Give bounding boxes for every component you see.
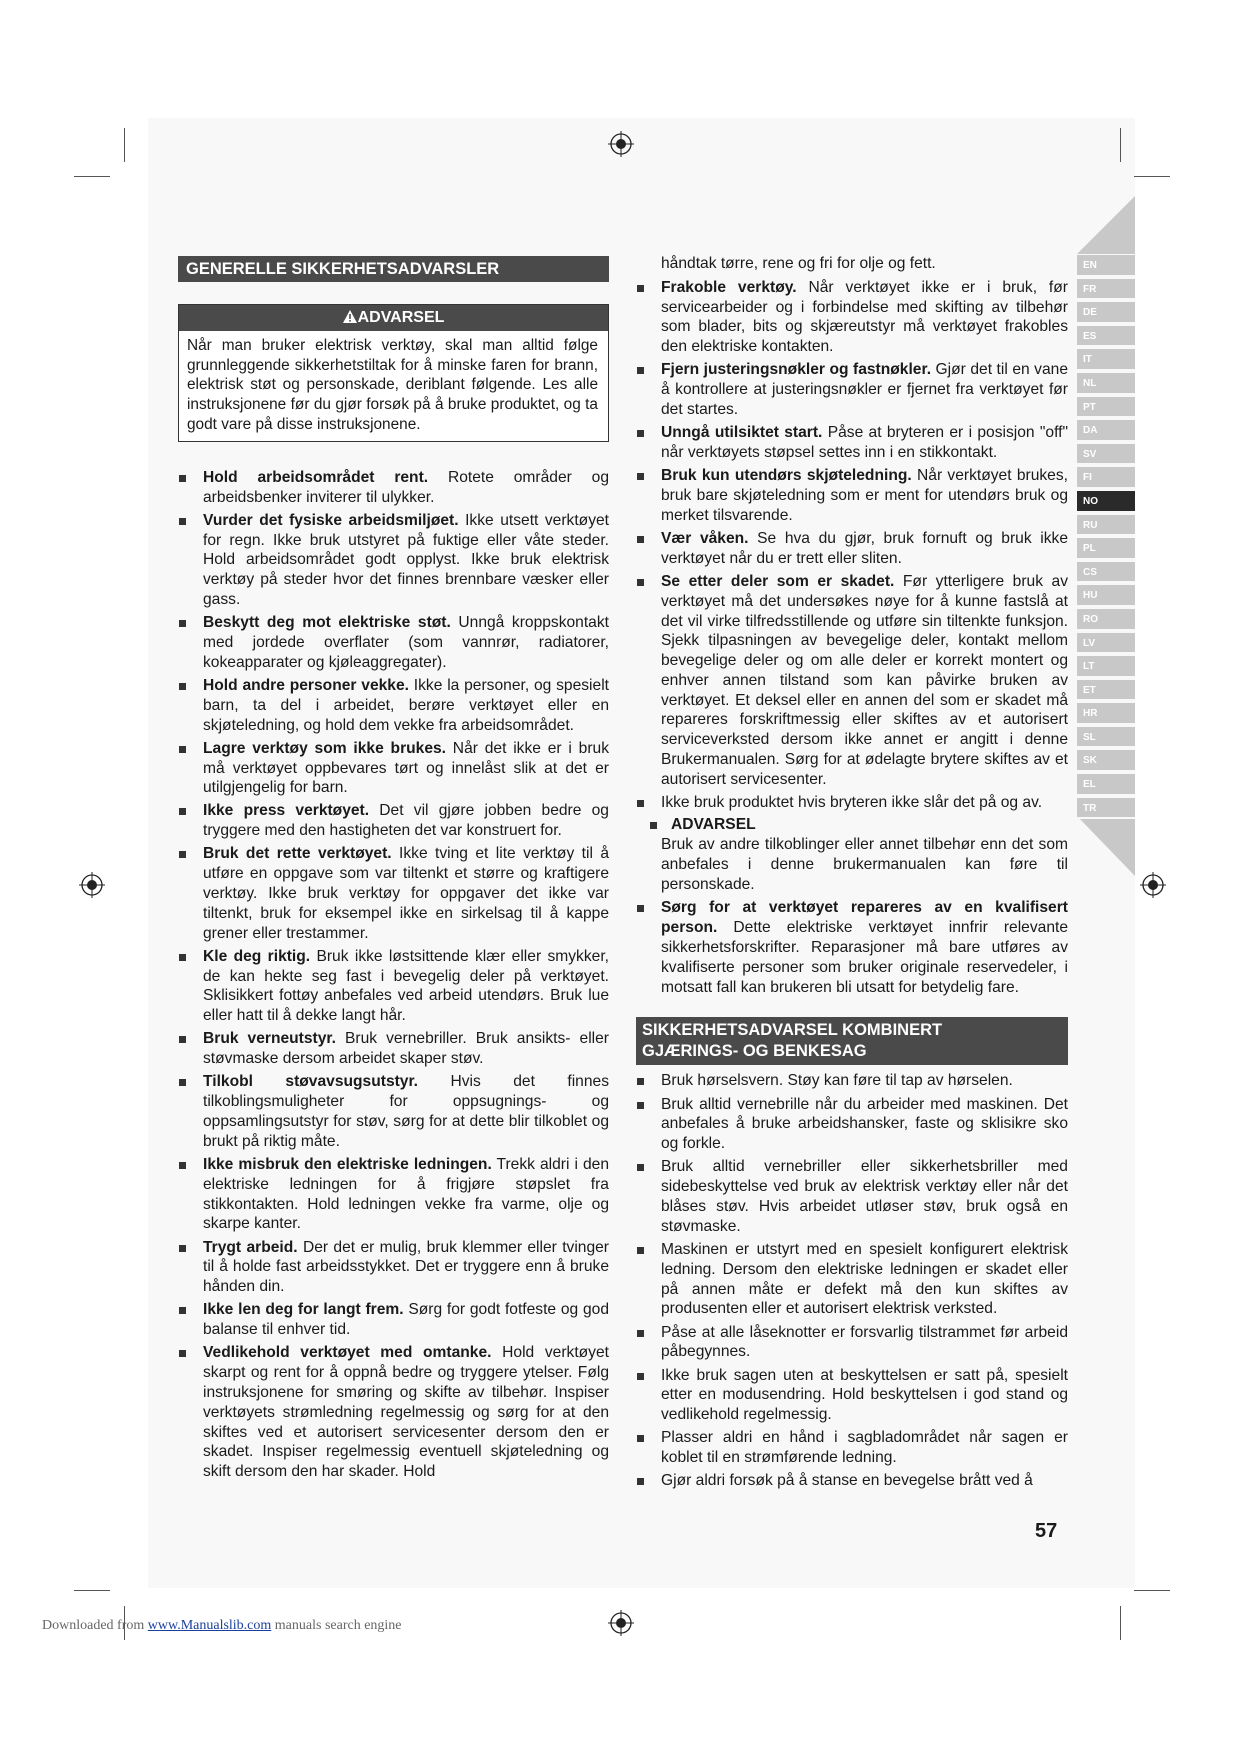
item-text: Hold verktøyet skarpt og rent for å oppnå bedre og tryggere ytelser. Følg instruksjonene for smøring og skifte av tilbehør. Inspiser verktøyets strømledning regelmessig og sørg for at den skiftes ved et autorisert servicesenter dersom den er skadet. Inspiser regelmessig eventuell skjøteledning og skift dersom den har skader. Hold <box>203 1344 609 1481</box>
list-item <box>636 793 1068 813</box>
language-tab-fr: FR <box>1077 279 1135 301</box>
item-text: Når verktøyet ikke er i bruk, før servicearbeider og i forbindelse med skifting av tilbehør som blader, bits og skjæreutstyr må verktøyet frakobles den elektriske kontakten. <box>661 278 1068 356</box>
language-tab-sl: SL <box>1077 727 1135 749</box>
language-tab-et: ET <box>1077 680 1135 702</box>
section-title: GENERELLE SIKKERHETSADVARSLER <box>178 256 609 282</box>
item-text: Ikke tving et lite verktøy til å utføre en oppgave som var tiltenkt et større og kraftigere verktøy. Ikke bruk verktøy for oppgaver det ikke var tiltenkt, bruk for eksempel ikke en sirkelsag til å kappe grener eller trestammer. <box>203 845 610 942</box>
item-text: Gjør det til en vane å kontrollere at justeringsnøkler er fjernet fra verktøyet før det startes. <box>661 361 1068 418</box>
advarsel-text: Bruk av andre tilkoblinger eller annet tilbehør enn det som anbefales i denne brukermanualen kan føre til personskade. <box>661 836 1068 893</box>
item-heading: Frakoble verktøy. <box>661 278 797 296</box>
language-tabs <box>1077 255 1135 821</box>
item-text: Når det ikke er i bruk må verktøyet oppbevares tørt og innelåst slik at det er utilgjengelig for barn. <box>203 739 609 797</box>
item-text: Bruk ikke løstsittende klær eller smykker, de kan hekte seg fast i bevegelig deler på verktøyet. Sklisikkert fottøy anbefales ved arbeid utendørs. Bruk lue eller hatt til å dekke langt hår. <box>203 947 609 1025</box>
saw-safety-list <box>636 1071 1068 1491</box>
language-tab-hu: HU <box>1077 585 1135 607</box>
list-item <box>178 613 609 672</box>
section-title-line: SIKKERHETSADVARSEL KOMBINERT <box>642 1021 943 1040</box>
item-text: Sørg for godt fotfeste og god balanse til enhver tid. <box>203 1301 609 1339</box>
list-item: Påse at alle låseknotter er forsvarlig tilstrammet før arbeid påbegynnes. <box>636 1323 1068 1363</box>
item-heading: Vedlikehold verktøyet med omtanke. <box>203 1344 492 1362</box>
list-item: Maskinen er utstyrt med en spesielt konfigurert elektrisk ledning. Dersom den elektriske ledningen er skadet eller på annen måte er defekt må den kun skiftes av produsenten eller et autorisert elektrisk verksted. <box>636 1240 1068 1319</box>
item-text: Rotete områder og arbeidsbenker inviterer til ulykker. <box>203 468 610 506</box>
list-item: Plasser aldri en hånd i sagbladområdet når sagen er koblet til en strømførende ledning. <box>636 1428 1068 1468</box>
list-item <box>636 423 1068 463</box>
list-item: Bruk hørselsvern. Støy kan føre til tap av hørselen. <box>636 1071 1068 1091</box>
right-column <box>636 254 1068 1494</box>
language-tab-lt: LT <box>1077 656 1135 678</box>
list-item <box>178 1343 609 1482</box>
language-tab-hr: HR <box>1077 703 1135 725</box>
list-item <box>636 572 1068 790</box>
list-item: Bruk alltid vernebrille når du arbeider med maskinen. Det anbefales å bruke arbeidshansker, faste og sklisikre sko og forkle. <box>636 1095 1068 1154</box>
item-text: Se hva du gjør, bruk fornuft og bruk ikke verktøyet når du er trett eller sliten. <box>661 529 1068 567</box>
crop-mark <box>74 176 110 177</box>
registration-mark-icon <box>1140 872 1166 898</box>
safety-list <box>636 278 1068 813</box>
footer-suffix: manuals search engine <box>271 1618 402 1633</box>
item-heading: Vurder det fysiske arbeidsmiljøet. <box>203 511 459 529</box>
list-item: Gjør aldri forsøk på å stanse en bevegelse brått ved å <box>636 1471 1068 1491</box>
language-tab-no: NO <box>1077 491 1135 513</box>
warning-text: Når man bruker elektrisk verktøy, skal man alltid følge grunnleggende sikkerhetstiltak for å minske faren for brann, elektrisk støt og personskade, deriblant følgende. Les alle instruksjonene før du gjør forsøk på å bruke produktet, og ta godt vare på disse instruksjonene. <box>187 336 598 433</box>
item-heading: Se etter deler som er skadet. <box>661 572 895 590</box>
registration-mark-icon <box>608 1610 634 1636</box>
list-item <box>178 1029 609 1069</box>
section-title-line: GJÆRINGS- OG BENKESAG <box>642 1042 867 1061</box>
list-item <box>178 1300 609 1340</box>
advarsel-heading <box>636 815 1068 835</box>
language-tab-cs: CS <box>1077 562 1135 584</box>
warning-title-text: ADVARSEL <box>357 309 445 326</box>
item-heading: Kle deg riktig. <box>203 947 311 965</box>
registration-mark-icon <box>608 131 634 157</box>
language-tab-lv: LV <box>1077 633 1135 655</box>
item-text: Påse at bryteren er i posisjon "off" når verktøyets støpsel settes inn i en stikkontakt. <box>661 424 1068 461</box>
footer <box>42 1618 402 1634</box>
crop-mark <box>1134 176 1170 177</box>
item-heading: Trygt arbeid. <box>203 1238 298 1256</box>
language-tab-fi: FI <box>1077 467 1135 489</box>
crop-mark <box>74 1590 110 1591</box>
crop-mark <box>1120 128 1121 162</box>
list-item <box>178 739 609 798</box>
item-heading: Unngå utilsiktet start. <box>661 424 823 442</box>
list-item <box>636 278 1068 357</box>
list-item <box>178 1155 609 1234</box>
footer-prefix: Downloaded from <box>42 1618 148 1633</box>
language-tab-da: DA <box>1077 420 1135 442</box>
list-item <box>636 529 1068 569</box>
item-heading: Sørg for at verktøyet repareres av en kvalifisert person. <box>661 899 1068 937</box>
warning-title <box>179 305 608 331</box>
item-heading: Beskytt deg mot elektriske støt. <box>203 614 451 632</box>
language-tab-el: EL <box>1077 774 1135 796</box>
item-heading: Fjern justeringsnøkler og fastnøkler. <box>661 361 932 379</box>
item-text: Ikke bruk produktet hvis bryteren ikke slår det på og av. <box>661 794 1043 812</box>
list-item <box>178 511 609 610</box>
item-heading: Ikke press verktøyet. <box>203 802 370 820</box>
list-item <box>636 360 1068 419</box>
language-tab-tr: TR <box>1077 798 1135 820</box>
language-tab-pl: PL <box>1077 538 1135 560</box>
continued-text: håndtak tørre, rene og fri for olje og fett. <box>661 255 936 272</box>
item-text: Bruk vernebriller. Bruk ansikts- eller støvmaske dersom arbeidet skaper støv. <box>203 1030 609 1068</box>
language-tab-pt: PT <box>1077 397 1135 419</box>
item-heading: Tilkobl støvavsugsutstyr. <box>203 1073 419 1091</box>
language-tab-en: EN <box>1077 255 1135 277</box>
crop-mark <box>1134 1590 1170 1591</box>
safety-list <box>178 468 609 1482</box>
language-tab-ru: RU <box>1077 515 1135 537</box>
item-text: Der det er mulig, bruk klemmer eller tvinger til å holde fast arbeidsstykket. Det er tryggere enn å bruke hånden din. <box>203 1238 610 1296</box>
item-heading: Bruk kun utendørs skjøteledning. <box>661 467 912 485</box>
list-item: Bruk alltid vernebriller eller sikkerhetsbriller med sidebeskyttelse ved bruk av elektrisk verktøy eller når det blåses støv. Hvis arbeidet utløser støv, bruk også en støvmaske. <box>636 1157 1068 1236</box>
list-item <box>178 676 609 735</box>
bullet-square-icon <box>650 822 657 829</box>
item-text: Ikke la personer, og spesielt barn, ta del i arbeidet, berøre verktøyet eller en skjøteledning, og hold dem vekke fra arbeidsområdet. <box>203 676 609 734</box>
advarsel-label: ADVARSEL <box>671 816 756 834</box>
item-text: Når verktøyet brukes, bruk bare skjøteledning som er ment for utendørs bruk og merket tilsvarende. <box>661 467 1068 524</box>
list-item <box>178 1238 609 1297</box>
item-heading: Hold andre personer vekke. <box>203 676 409 694</box>
item-heading: Vær våken. <box>661 529 749 547</box>
language-tab-es: ES <box>1077 326 1135 348</box>
warning-triangle-icon <box>343 310 357 323</box>
list-item <box>178 468 609 508</box>
language-tab-nl: NL <box>1077 373 1135 395</box>
item-heading: Bruk verneutstyr. <box>203 1030 336 1048</box>
list-item <box>636 898 1068 997</box>
item-text: Trekk aldri i den elektriske ledningen for å frigjøre støpslet fra stikkontakten. Hold ledningen vekke fra varme, olje og skarpe kanter. <box>203 1155 609 1233</box>
list-item <box>178 844 609 943</box>
crop-mark <box>1120 1606 1121 1640</box>
language-tab-sk: SK <box>1077 750 1135 772</box>
item-text: Det vil gjøre jobben bedre og tryggere med den hastigheten det var konstruert for. <box>203 802 609 840</box>
item-text: Dette elektriske verktøyet innfrir relevante sikkerhetsforskrifter. Reparasjoner må bare utføres av kvalifiserte personer som bruker originale reservedeler, i motsatt fall kan brukeren bli utsatt for betydelig fare. <box>661 919 1068 996</box>
item-text: Unngå kroppskontakt med jordede overflater (som vannrør, radiatorer, kokeapparater og kjøleaggregater). <box>203 614 609 671</box>
item-heading: Hold arbeidsområdet rent. <box>203 468 429 486</box>
language-tab-de: DE <box>1077 302 1135 324</box>
language-tab-sv: SV <box>1077 444 1135 466</box>
registration-mark-icon <box>79 872 105 898</box>
crop-mark <box>124 128 125 162</box>
item-heading: Ikke len deg for langt frem. <box>203 1301 404 1319</box>
item-text: Før ytterligere bruk av verktøyet må det undersøkes nøye for å kunne fastslå at det vil virke tilfredsstillende og utføre sin tiltenkte funksjon. Sjekk tilpasningen av bevegelige deler, kontakt mellom bevegelige deler og om alle deler er korrekt montert og enhver annen tilstand som kan påvirke bruken av verktøyet. Et deksel eller en annen del som er skadet må repareres forskriftmessig eller skiftes av et autorisert serviceverksted dersom ikke annet er angitt i denne Brukermanualen. Sørg for at ødelagte brytere skiftes av et autorisert servicesenter. <box>661 572 1069 788</box>
item-heading: Lagre verktøy som ikke brukes. <box>203 739 447 757</box>
list-item <box>636 466 1068 525</box>
page-number: 57 <box>1035 1520 1058 1542</box>
item-heading: Bruk det rette verktøyet. <box>203 845 392 863</box>
list-item <box>178 801 609 841</box>
item-heading: Ikke misbruk den elektriske ledningen. <box>203 1155 492 1173</box>
section-title <box>636 1017 1068 1065</box>
footer-link[interactable]: www.Manualslib.com <box>147 1618 272 1633</box>
language-tab-it: IT <box>1077 349 1135 371</box>
left-column <box>178 256 609 1485</box>
list-item <box>178 947 609 1026</box>
item-text: Ikke utsett verktøyet for regn. Ikke bruk utstyret på fuktige eller våte steder. Hold arbeidsområdet godt opplyst. Ikke bruk elektrisk verktøy på steder hvor det finnes brennbare væsker eller gass. <box>203 511 609 608</box>
safety-list <box>636 898 1068 997</box>
item-text: Hvis det finnes tilkoblingsmuligheter for oppsugnings- og oppsamlingsutstyr for støv, sørg for at dette blir tilkoblet og brukt på riktig måte. <box>203 1073 610 1150</box>
list-item <box>178 1072 609 1151</box>
warning-box <box>178 304 609 442</box>
list-item: Ikke bruk sagen uten at beskyttelsen er satt på, spesielt etter en modusendring. Hold beskyttelsen i god stand og vedlikehold regelmessig. <box>636 1366 1068 1425</box>
language-tab-ro: RO <box>1077 609 1135 631</box>
